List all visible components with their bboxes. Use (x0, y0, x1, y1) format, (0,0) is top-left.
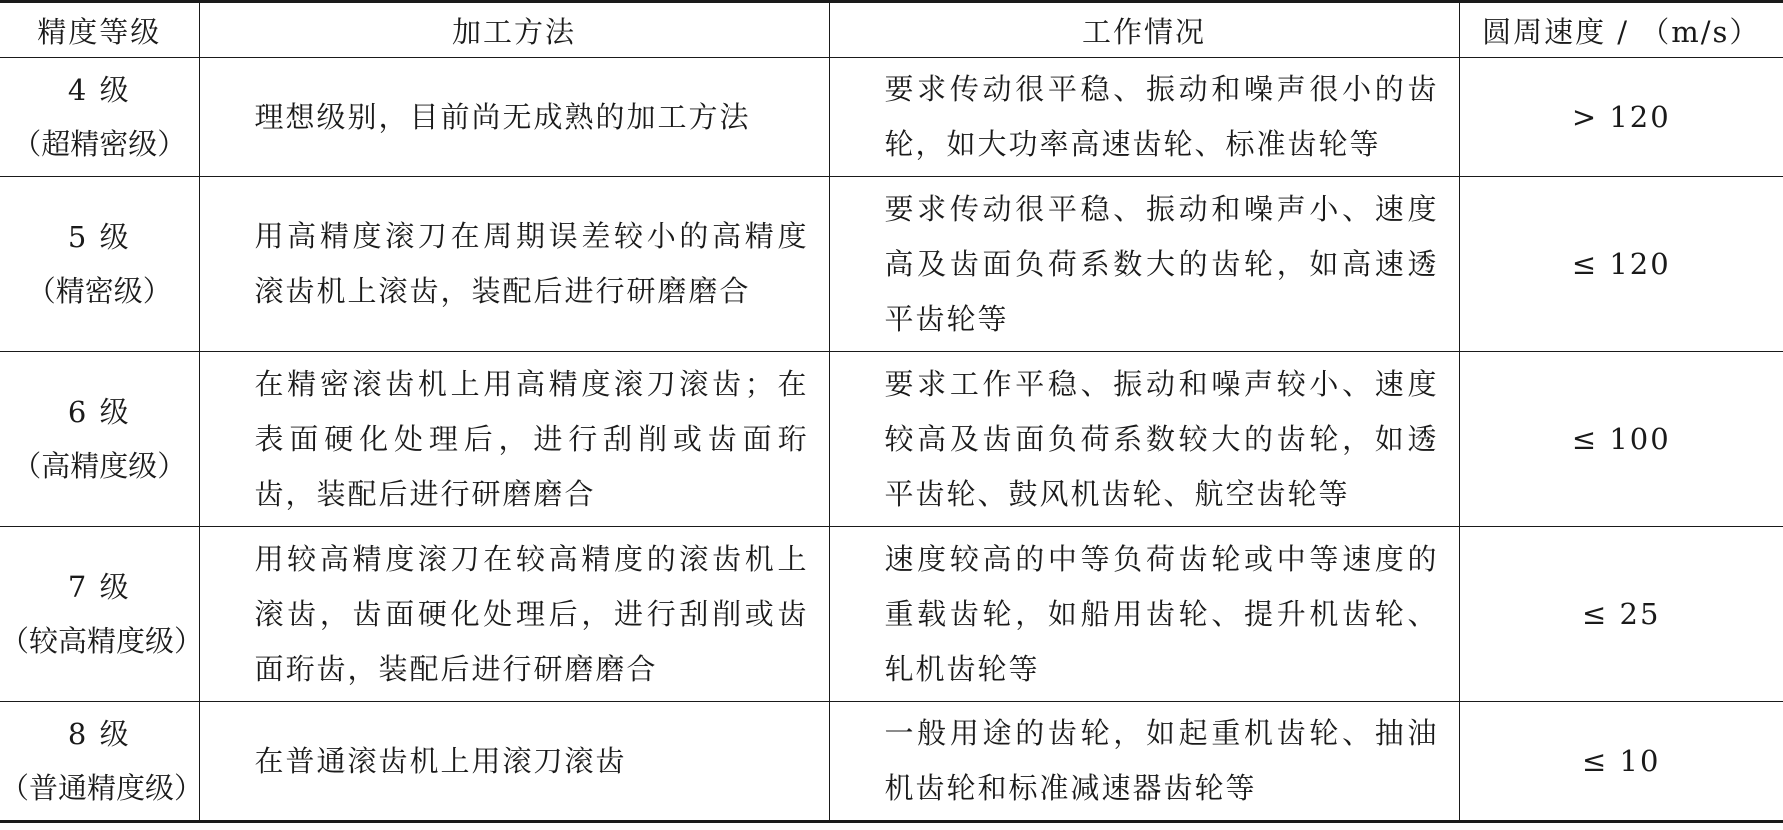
table-row (0, 58, 1783, 177)
grade-level: 5 级 (67, 220, 131, 254)
method-text: 理想级别，目前尚无成熟的加工方法 (254, 99, 751, 134)
grade-level: 4 级 (67, 73, 131, 107)
grade-name: （精密级） (26, 274, 172, 308)
header-row (0, 2, 1783, 58)
grade-level: 6 级 (67, 395, 131, 429)
speed-cell: ≤ 120 (1459, 177, 1783, 352)
grade-name: （普通精度级） (0, 771, 204, 805)
table-row (0, 702, 1783, 822)
method-text: 用高精度滚刀在周期误差较小的高精度滚齿机上滚齿，装配后进行研磨磨合 (254, 219, 809, 308)
condition-text: 速度较高的中等负荷齿轮或中等速度的重载齿轮，如船用齿轮、提升机齿轮、轧机齿轮等 (884, 541, 1439, 686)
speed-cell: ≤ 10 (1459, 702, 1783, 822)
grade-cell (0, 177, 199, 352)
header-method: 加工方法 (199, 2, 829, 58)
table-row (0, 177, 1783, 352)
method-cell (199, 58, 829, 177)
grade-cell (0, 527, 204, 702)
condition-cell (829, 702, 1459, 822)
condition-text: 要求传动很平稳、振动和噪声很小的齿轮，如大功率高速齿轮、标准齿轮等 (884, 72, 1439, 161)
method-cell (199, 177, 829, 352)
condition-cell (829, 352, 1459, 527)
method-text: 在精密滚齿机上用高精度滚刀滚齿；在表面硬化处理后，进行刮削或齿面珩齿，装配后进行研磨磨合 (254, 366, 809, 511)
speed-cell: ≤ 100 (1459, 352, 1783, 527)
condition-cell (829, 177, 1459, 352)
grade-cell (0, 352, 199, 527)
grade-name: （较高精度级） (0, 624, 204, 658)
grade-cell (0, 58, 199, 177)
grade-cell (0, 702, 204, 822)
condition-text: 一般用途的齿轮，如起重机齿轮、抽油机齿轮和标准减速器齿轮等 (884, 716, 1439, 805)
table-body (0, 58, 1783, 822)
table-row (0, 527, 1783, 702)
condition-text: 要求传动很平稳、振动和噪声小、速度高及齿面负荷系数大的齿轮，如高速透平齿轮等 (884, 191, 1439, 336)
table-header (0, 2, 1783, 58)
grade-level: 8 级 (67, 717, 131, 751)
condition-cell (829, 527, 1459, 702)
condition-cell (829, 58, 1459, 177)
header-speed: 圆周速度 / （m/s） (1459, 2, 1783, 58)
grade-name: （超精密级） (12, 127, 187, 161)
method-text: 用较高精度滚刀在较高精度的滚齿机上滚齿，齿面硬化处理后，进行刮削或齿面珩齿，装配后进行研磨磨合 (254, 541, 809, 686)
grade-name: （高精度级） (12, 449, 187, 483)
header-condition: 工作情况 (829, 2, 1459, 58)
header-grade: 精度等级 (0, 2, 199, 58)
grade-level: 7 级 (67, 570, 131, 604)
condition-text: 要求工作平稳、振动和噪声较小、速度较高及齿面负荷系数较大的齿轮，如透平齿轮、鼓风机齿轮、航空齿轮等 (884, 366, 1439, 511)
speed-cell: > 120 (1459, 58, 1783, 177)
method-text: 在普通滚齿机上用滚刀滚齿 (254, 743, 627, 778)
speed-cell: ≤ 25 (1459, 527, 1783, 702)
method-cell (199, 352, 829, 527)
method-cell (199, 702, 829, 822)
table-row (0, 352, 1783, 527)
method-cell (199, 527, 829, 702)
